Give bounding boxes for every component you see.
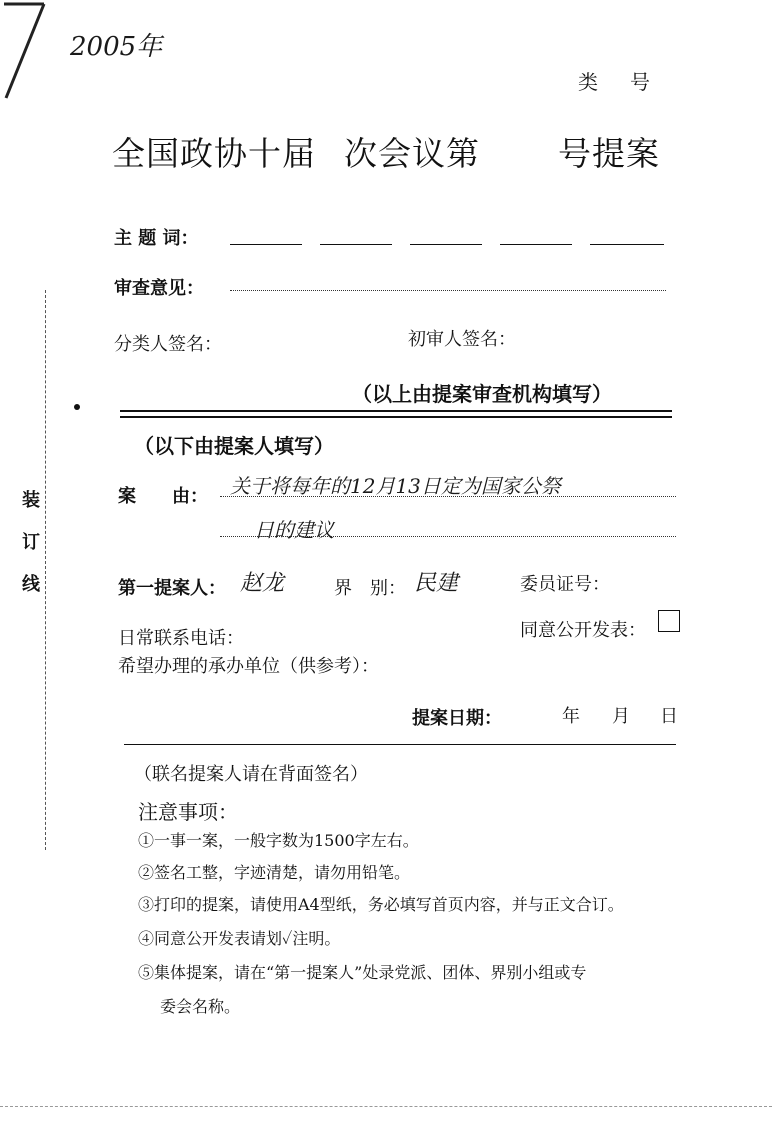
title-part2: 次会议第 [344,134,480,173]
binding-line-dashes [45,290,46,850]
agree-publish-label: 同意公开发表： [520,620,646,641]
binding-dot [74,404,80,410]
reason-line2[interactable]: 日的建议 [254,518,334,542]
section-separator [124,744,676,745]
handling-unit-label: 希望办理的承办单位（供参考）： [118,656,379,677]
proposal-date-year: 年 [562,706,580,727]
cosign-note: （联名提案人请在背面签名） [134,764,368,785]
classifier-sign-label: 分类人签名： [114,334,222,355]
notes-item-4: ④同意公开发表请划✓注明。 [138,929,341,948]
notes-item-6: 委会名称。 [160,997,241,1016]
reason-label: 案 由： [118,486,208,507]
first-proposer-label: 第一提案人： [118,578,226,599]
proposal-date-month: 月 [612,706,630,727]
reason-field-line1 [220,496,676,497]
sector-label: 界 别： [334,578,406,599]
scan-bottom-edge [0,1106,772,1107]
notes-item-1: ①一事一案，一般字数为1500字左右。 [138,831,419,850]
subject-field-1[interactable] [230,244,302,245]
reason-field-line2 [220,536,676,537]
notes-item-5: ⑤集体提案，请在“第一提案人”处录党派、团体、界别小组或专 [138,963,587,982]
sector-value[interactable]: 民建 [414,571,459,596]
below-filled-by-note: （以下由提案人填写） [134,434,334,458]
double-rule-bottom [120,416,672,418]
above-filled-by-note: （以上由提案审查机构填写） [352,382,612,406]
notes-item-2: ②签名工整，字迹清楚，请勿用铅笔。 [138,863,411,882]
proposal-date-label: 提案日期： [412,708,502,729]
agree-publish-checkbox[interactable] [658,610,680,632]
subject-field-5[interactable] [590,244,664,245]
notes-item-3: ③打印的提案，请使用A4型纸，务必填写首页内容，并与正文合订。 [138,895,624,914]
first-proposer-value[interactable]: 赵龙 [240,571,285,596]
member-id-label: 委员证号： [520,574,610,595]
handwritten-year: 2005年 [70,32,163,62]
subject-label: 主 题 词： [114,228,199,249]
review-opinion-label: 审查意见： [114,278,204,299]
reason-line1[interactable]: 关于将每年的12月13日定为国家公祭 [230,474,561,498]
subject-field-3[interactable] [410,244,482,245]
review-opinion-field[interactable] [230,290,666,291]
title-part1: 全国政协十届 [112,134,316,173]
subject-field-2[interactable] [320,244,392,245]
title-part3: 号提案 [558,134,660,173]
notes-title: 注意事项： [138,800,238,824]
first-reviewer-sign-label: 初审人签名： [408,329,516,350]
binding-char-3: 线 [22,574,40,595]
subject-field-4[interactable] [500,244,572,245]
phone-label: 日常联系电话： [118,628,244,649]
handwritten-seven-mark [0,0,60,110]
proposal-date-day: 日 [660,706,678,727]
category-number-label: 类 号 [578,70,656,94]
double-rule-top [120,410,672,412]
binding-char-1: 装 [22,490,40,511]
binding-char-2: 订 [22,532,40,553]
binding-line-label [22,480,42,606]
